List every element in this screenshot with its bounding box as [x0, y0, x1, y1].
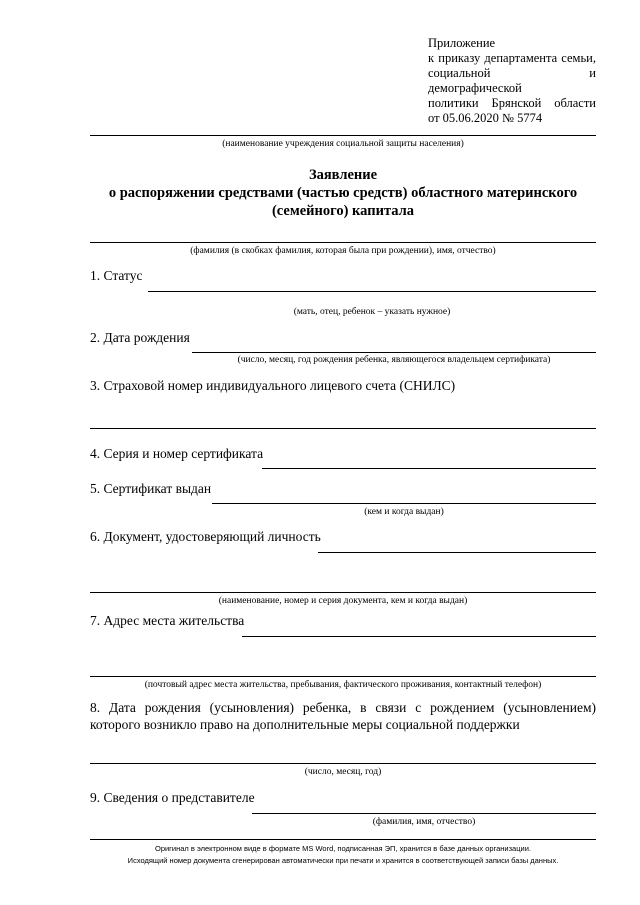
- certificate-issued-label: 5. Сертификат выдан: [90, 481, 212, 496]
- identity-document-field-line-1[interactable]: [318, 552, 596, 553]
- address-label: 7. Адрес места жительства: [90, 613, 245, 628]
- appendix-line: социальной и демографической: [428, 66, 596, 95]
- identity-document-hint: (наименование, номер и серия документа, кем и когда выдан): [218, 596, 468, 606]
- birth-date-label: 2. Дата рождения: [90, 330, 190, 345]
- title-line-1: Заявление: [308, 167, 378, 183]
- institution-field-line[interactable]: [90, 135, 596, 136]
- representative-label: 9. Сведения о представителе: [90, 790, 255, 805]
- fio-hint: (фамилия (в скобках фамилия, которая была при рождении), имя, отчество): [190, 246, 496, 256]
- appendix-line: к приказу департамента семьи,: [428, 51, 596, 65]
- snils-field-line[interactable]: [90, 428, 596, 429]
- child-birth-date-label: 8. Дата рождения (усыновления) ребенка, в связи с рождением (усыновлением) которого возникло право на дополнительные меры социальной поддержки: [90, 700, 596, 732]
- appendix-block: [428, 36, 596, 126]
- address-field-line-1[interactable]: [242, 636, 596, 637]
- birth-date-hint: (число, месяц, год рождения ребенка, являющегося владельцем сертификата): [237, 355, 551, 365]
- birth-date-field-line[interactable]: [192, 352, 596, 353]
- status-hint: (мать, отец, ребенок – указать нужное): [293, 307, 451, 317]
- identity-document-field-line-2[interactable]: [90, 592, 596, 593]
- identity-document-label: 6. Документ, удостоверяющий личность: [90, 529, 321, 544]
- appendix-line: от 05.06.2020 № 5774: [428, 111, 543, 125]
- representative-hint: (фамилия, имя, отчество): [372, 817, 476, 827]
- footer-line-2: Исходящий номер документа сгенерирован автоматически при печати и хранится в соответствующей записи базы данных.: [127, 856, 559, 865]
- child-birth-date-hint: (число, месяц, год): [304, 767, 382, 777]
- status-field-line[interactable]: [148, 291, 596, 292]
- address-hint: (почтовый адрес места жительства, пребывания, фактического проживания, контактный телефон): [144, 680, 542, 690]
- document-title: [90, 166, 596, 220]
- title-line-3: (семейного) капитала: [271, 203, 415, 219]
- appendix-line: политики Брянской области: [428, 96, 596, 110]
- fio-field-line[interactable]: [90, 242, 596, 243]
- snils-label: 3. Страховой номер индивидуального лицевого счета (СНИЛС): [90, 378, 456, 393]
- status-label: 1. Статус: [90, 268, 143, 283]
- address-field-line-2[interactable]: [90, 676, 596, 677]
- title-line-2: о распоряжении средствами (частью средств) областного материнского: [108, 185, 578, 201]
- certificate-issued-hint: (кем и когда выдан): [364, 507, 444, 517]
- footer-line-1: Оригинал в электронном виде в формате MS Word, подписанная ЭП, хранится в базе данных организации.: [154, 844, 531, 853]
- certificate-number-label: 4. Серия и номер сертификата: [90, 446, 264, 461]
- institution-hint: (наименование учреждения социальной защиты населения): [222, 139, 464, 149]
- appendix-line: Приложение: [428, 36, 496, 50]
- certificate-issued-field-line[interactable]: [212, 503, 596, 504]
- footer-divider: [90, 839, 596, 840]
- representative-field-line[interactable]: [252, 813, 596, 814]
- certificate-number-field-line[interactable]: [262, 468, 596, 469]
- child-birth-date-field-line[interactable]: [90, 763, 596, 764]
